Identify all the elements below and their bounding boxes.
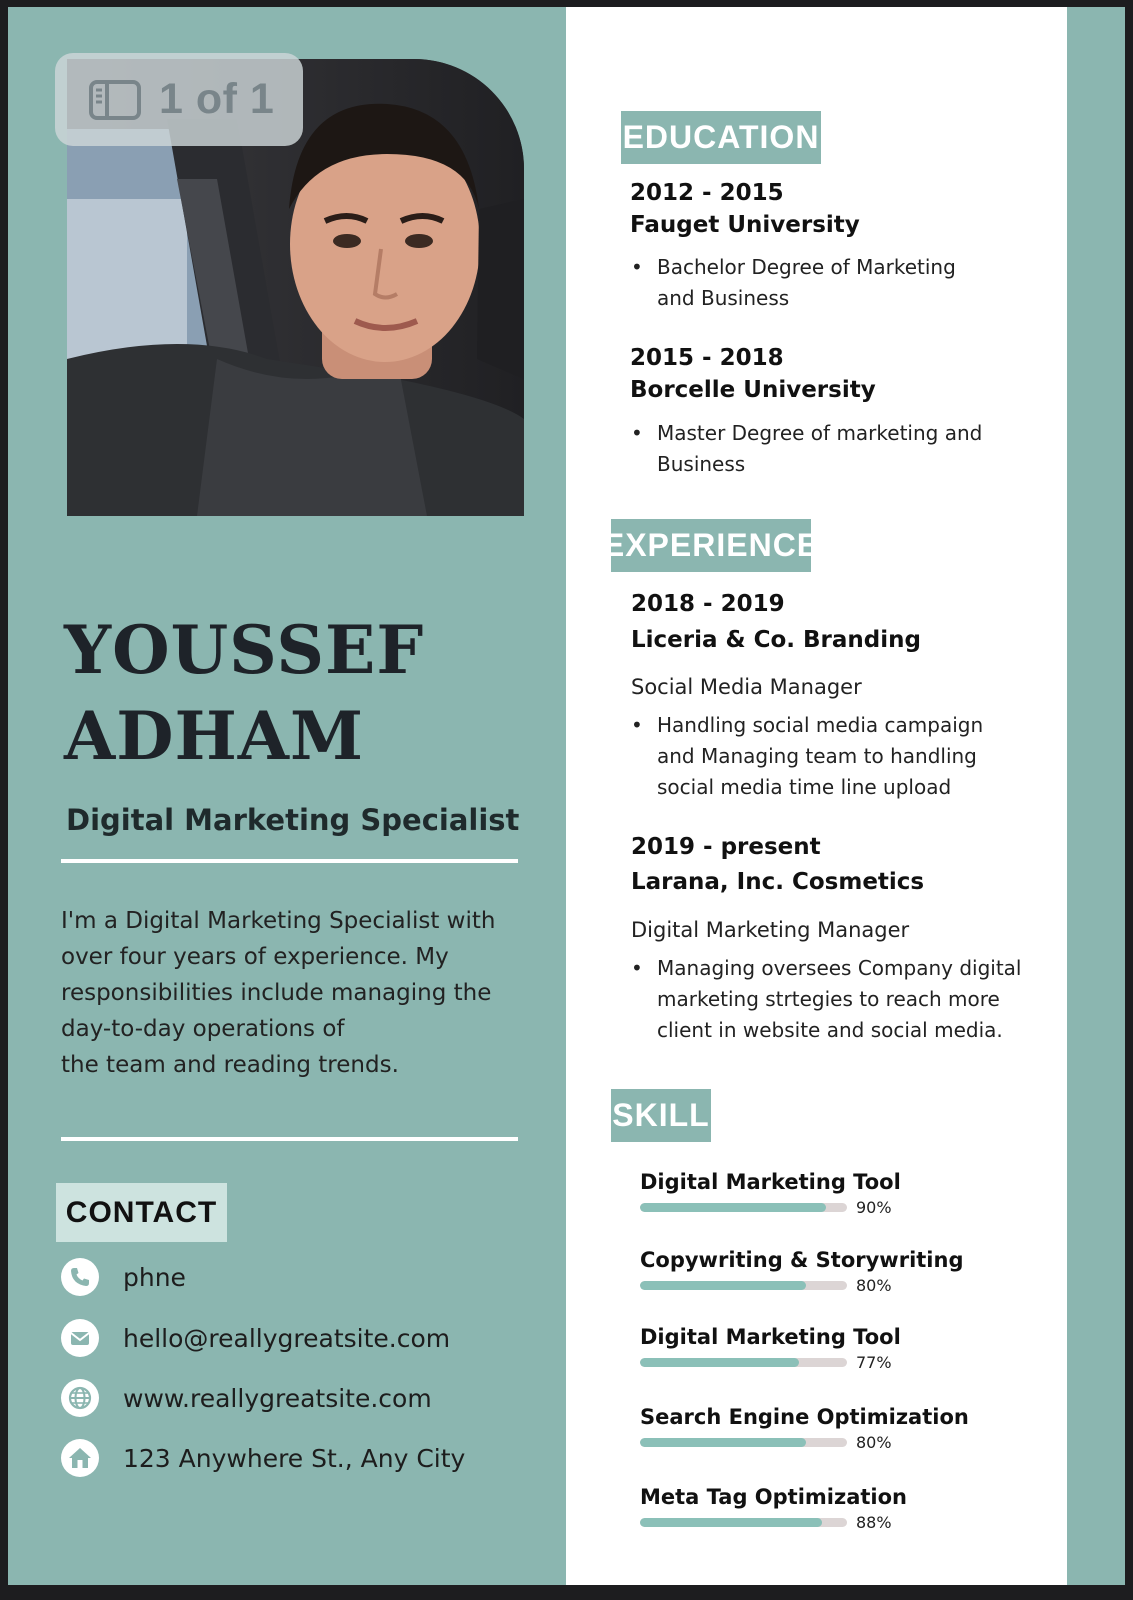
person-name	[64, 607, 544, 779]
skill-bar-fill	[640, 1438, 806, 1447]
experience-detail-line: and Managing team to handling	[657, 744, 977, 768]
divider-bottom	[61, 1137, 518, 1141]
skill-percent: 90%	[856, 1198, 892, 1217]
last-name: ADHAM	[64, 697, 365, 775]
education-years: 2012 - 2015	[630, 180, 784, 206]
page-indicator-label: 1 of 1	[159, 75, 275, 123]
bullet-dot: •	[631, 713, 643, 737]
skill-name: Digital Marketing Tool	[640, 1325, 901, 1349]
contact-heading: CONTACT	[56, 1183, 227, 1242]
experience-role: Social Media Manager	[631, 675, 862, 699]
contact-phone-text: phne	[123, 1262, 186, 1292]
about-line: day-to-day operations of	[61, 1016, 345, 1042]
sidebar-panel-icon	[89, 80, 141, 120]
skill-bar	[640, 1203, 847, 1212]
experience-detail-line: social media time line upload	[657, 775, 952, 799]
email-icon	[61, 1319, 99, 1357]
experience-role: Digital Marketing Manager	[631, 918, 910, 942]
skill-heading: SKILL	[611, 1089, 711, 1142]
experience-detail	[631, 953, 1022, 1046]
about-line: the team and reading trends.	[61, 1052, 399, 1078]
skill-bar-fill	[640, 1203, 826, 1212]
skill-percent: 88%	[856, 1513, 892, 1532]
skill-name: Digital Marketing Tool	[640, 1170, 901, 1194]
divider-top	[61, 859, 518, 863]
education-detail-line: Master Degree of marketing and	[657, 421, 983, 445]
experience-detail-line: Managing oversees Company digital	[657, 956, 1022, 980]
globe-icon	[61, 1379, 99, 1417]
skill-item	[640, 1485, 970, 1545]
about-text	[61, 903, 531, 1083]
skill-percent: 80%	[856, 1433, 892, 1452]
experience-company: Liceria & Co. Branding	[631, 627, 921, 653]
about-line: I'm a Digital Marketing Specialist with	[61, 908, 496, 934]
contact-email[interactable]	[61, 1318, 450, 1358]
education-detail-line: Bachelor Degree of Marketing	[657, 255, 956, 279]
experience-company: Larana, Inc. Cosmetics	[631, 869, 925, 895]
education-detail-line: Business	[657, 452, 746, 476]
skill-bar-fill	[640, 1281, 806, 1290]
bullet-dot: •	[631, 421, 643, 445]
skill-percent: 80%	[856, 1276, 892, 1295]
experience-years: 2019 - present	[631, 834, 821, 860]
skill-percent: 77%	[856, 1353, 892, 1372]
skill-bar	[640, 1281, 847, 1290]
skill-item	[640, 1405, 970, 1465]
contact-address-text: 123 Anywhere St., Any City	[123, 1443, 466, 1473]
education-detail-line: and Business	[657, 286, 790, 310]
experience-detail-line: client in website and social media.	[657, 1018, 1003, 1042]
skill-item	[640, 1170, 970, 1230]
contact-email-text: hello@reallygreatsite.com	[123, 1323, 451, 1353]
skill-item	[640, 1325, 970, 1385]
resume-page	[8, 7, 1125, 1585]
skill-name: Search Engine Optimization	[640, 1405, 969, 1429]
education-heading: EDUCATION	[621, 111, 821, 164]
contact-address[interactable]	[61, 1438, 465, 1478]
education-detail	[631, 252, 956, 314]
page-indicator[interactable]	[55, 53, 303, 146]
first-name: YOUSSEF	[64, 611, 425, 689]
skill-bar	[640, 1358, 847, 1367]
experience-years: 2018 - 2019	[631, 591, 785, 617]
home-icon	[61, 1439, 99, 1477]
education-school: Fauget University	[630, 212, 860, 238]
skill-bar-fill	[640, 1358, 799, 1367]
skill-name: Copywriting & Storywriting	[640, 1248, 964, 1272]
experience-detail	[631, 710, 984, 803]
contact-phone[interactable]	[61, 1257, 186, 1297]
about-line: over four years of experience. My	[61, 944, 449, 970]
experience-detail-line: marketing strtegies to reach more	[657, 987, 1000, 1011]
skill-bar-fill	[640, 1518, 822, 1527]
skill-bar	[640, 1518, 847, 1527]
skill-name: Meta Tag Optimization	[640, 1485, 908, 1509]
bullet-dot: •	[631, 956, 643, 980]
skill-item	[640, 1248, 970, 1308]
education-detail	[631, 418, 983, 480]
contact-website-text: www.reallygreatsite.com	[123, 1383, 432, 1413]
skill-bar	[640, 1438, 847, 1447]
phone-icon	[61, 1258, 99, 1296]
experience-heading: EXPERIENCE	[611, 519, 811, 572]
experience-detail-line: Handling social media campaign	[657, 713, 984, 737]
contact-website[interactable]	[61, 1378, 432, 1418]
about-line: responsibilities include managing the	[61, 980, 492, 1006]
education-school: Borcelle University	[630, 377, 876, 403]
bullet-dot: •	[631, 255, 643, 279]
education-years: 2015 - 2018	[630, 345, 784, 371]
job-title: Digital Marketing Specialist	[66, 803, 520, 837]
